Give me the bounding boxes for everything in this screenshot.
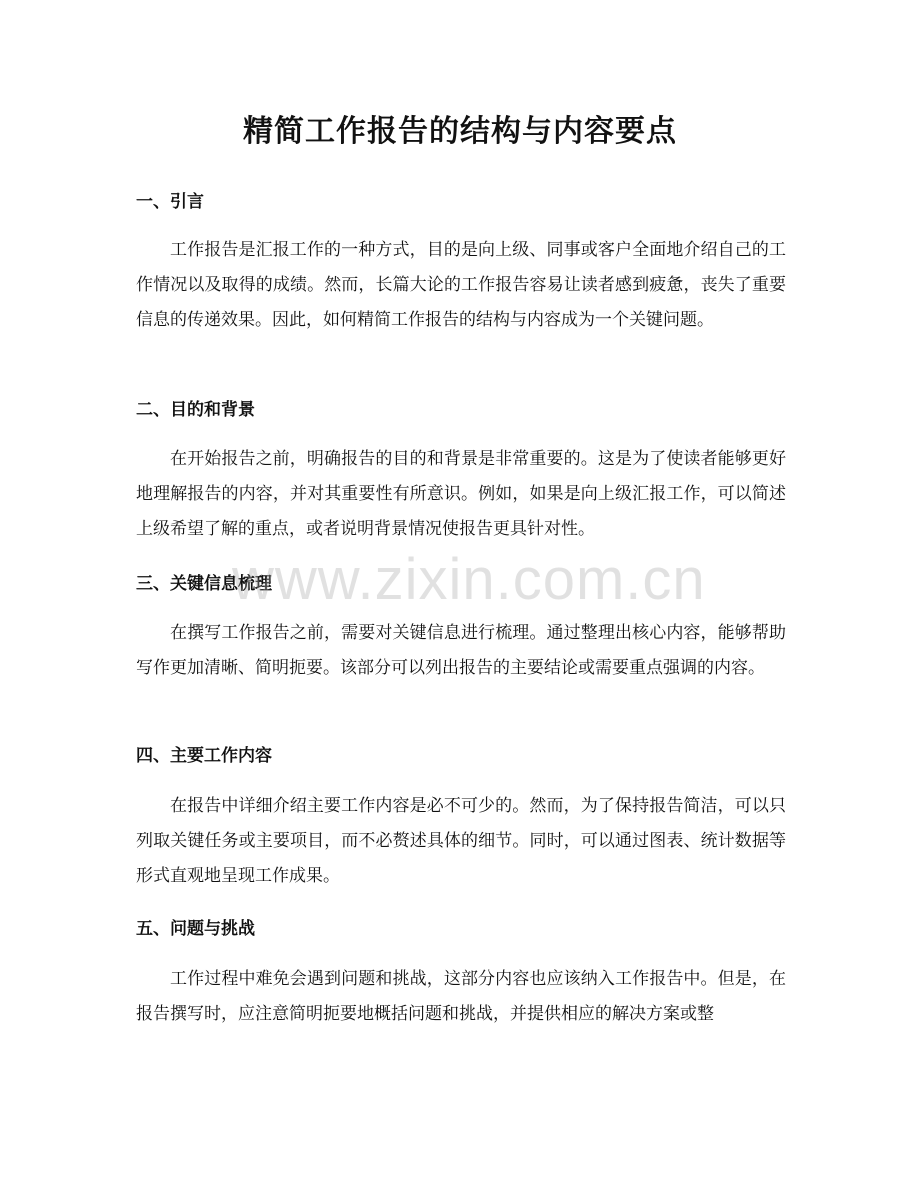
section-heading-introduction: 一、引言 <box>136 192 204 212</box>
section-heading-main-work: 四、主要工作内容 <box>136 746 272 766</box>
document-title: 精简工作报告的结构与内容要点 <box>243 114 677 149</box>
section-paragraph-introduction: 工作报告是汇报工作的一种方式，目的是向上级、同事或客户全面地介绍自己的工作情况以及取得的成绩。然而，长篇大论的工作报告容易让读者感到疲惫，丧失了重要信息的传递效果。因此，如何精简工作报告的结构与内容成为一个关键问题。 <box>136 240 786 330</box>
section-paragraph-key-information: 在撰写工作报告之前，需要对关键信息进行梳理。通过整理出核心内容，能够帮助写作更加清晰、简明扼要。该部分可以列出报告的主要结论或需要重点强调的内容。 <box>136 623 786 678</box>
section-heading-purpose-background: 二、目的和背景 <box>136 400 255 420</box>
section-paragraph-main-work: 在报告中详细介绍主要工作内容是必不可少的。然而，为了保持报告简洁，可以只列取关键任务或主要项目，而不必赘述具体的细节。同时，可以通过图表、统计数据等形式直观地呈现工作成果。 <box>136 796 786 886</box>
section-heading-problems-challenges: 五、问题与挑战 <box>136 919 255 939</box>
section-paragraph-problems-challenges: 工作过程中难免会遇到问题和挑战，这部分内容也应该纳入工作报告中。但是，在报告撰写时，应注意简明扼要地概括问题和挑战，并提供相应的解决方案或整 <box>136 969 786 1024</box>
section-paragraph-purpose-background: 在开始报告之前，明确报告的目的和背景是非常重要的。这是为了使读者能够更好地理解报告的内容，并对其重要性有所意识。例如，如果是向上级汇报工作，可以简述上级希望了解的重点，或者说明背景情况使报告更具针对性。 <box>136 449 786 539</box>
section-heading-key-information: 三、关键信息梳理 <box>136 574 272 594</box>
watermark-text: www.zixin.com.cn <box>232 547 706 612</box>
